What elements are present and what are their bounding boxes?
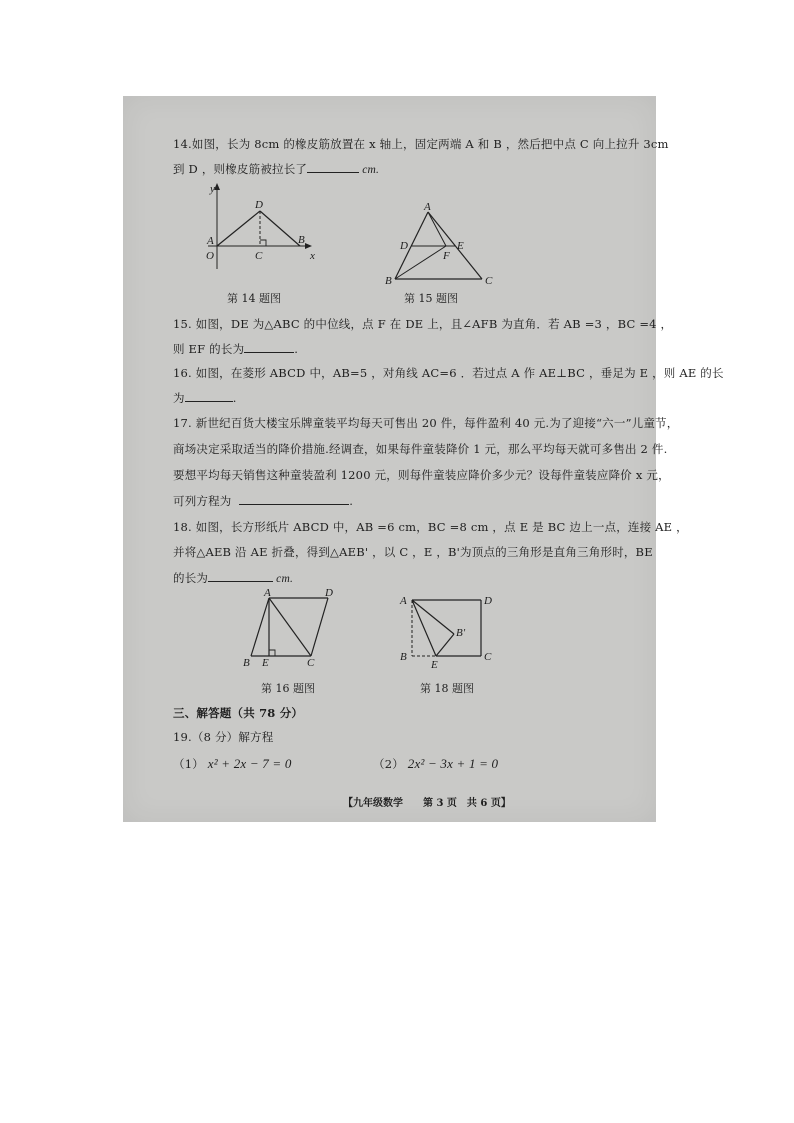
fig18-label-bprime: B′	[456, 627, 466, 639]
q16-line2-pre: 为	[173, 391, 185, 405]
figure-16	[243, 587, 353, 670]
q15-answer-blank[interactable]	[244, 341, 294, 353]
q14-line1: 14.如图，长为 8cm 的橡皮筋放置在 x 轴上，固定两端 A 和 B ，然后把中点 C 向上拉升 3cm	[173, 137, 669, 151]
fig15-label-e: E	[457, 240, 464, 252]
fig16-label-a: A	[264, 587, 271, 599]
q17-line4-post: .	[349, 494, 354, 508]
q18-line1: 18. 如图，长方形纸片 ABCD 中，AB =6 cm，BC =8 cm ，点 E 是 BC 边上一点，连接 AE ，	[173, 520, 688, 534]
fig15-label-a: A	[424, 201, 431, 213]
fig16-label-b: B	[243, 657, 250, 669]
q18-line3-post: cm.	[273, 573, 294, 585]
fig18-label-d: D	[484, 595, 492, 607]
q16-line1: 16. 如图，在菱形 ABCD 中，AB=5 ，对角线 AC=6 ．若过点 A 作 AE⊥BC ，垂足为 E ，则 AE 的长	[173, 366, 724, 380]
q14-answer-blank[interactable]	[307, 161, 359, 173]
q17-answer-blank[interactable]	[239, 493, 349, 505]
q14-line2-post: cm.	[359, 164, 380, 176]
fig14-label-y: y	[210, 183, 215, 195]
section-3-heading: 三、解答题（共 78 分）	[173, 706, 304, 720]
q18-answer-blank[interactable]	[208, 570, 273, 582]
q15-line1: 15. 如图，DE 为△ABC 的中位线，点 F 在 DE 上，且∠AFB 为直角．若 AB =3 ，BC =4 ，	[173, 317, 673, 331]
q19-title: 19.（8 分）解方程	[173, 730, 274, 744]
q19-part1-label: （1）	[173, 757, 204, 771]
fig14-label-b: B	[298, 234, 305, 246]
q19-part2	[373, 757, 498, 771]
q17-line4	[173, 493, 353, 508]
figure-15	[385, 201, 525, 289]
page-footer: 【九年级数学 第 3 页 共 6 页】	[343, 798, 511, 809]
fig14-label-o: O	[206, 250, 214, 262]
figure-18	[398, 590, 518, 670]
q19-part2-equation: 2x² − 3x + 1 = 0	[407, 756, 499, 771]
fig16-label-d: D	[325, 587, 333, 599]
q17-line3: 要想平均每天销售这种童装盈利 1200 元，则每件童装应降价多少元？设每件童装应降价 x 元，	[173, 468, 670, 482]
fig14-label-c: C	[255, 250, 263, 262]
q18-line3	[173, 570, 293, 586]
q16-answer-blank[interactable]	[185, 390, 233, 402]
q15-line2-pre: 则 EF 的长为	[173, 342, 245, 356]
fig16-label-c: C	[307, 657, 315, 669]
q14-line2	[173, 161, 379, 177]
fig14-label-d: D	[255, 199, 263, 211]
q19-part1	[173, 757, 292, 771]
q18-line2: 并将△AEB 沿 AE 折叠，得到△AEB' ，以 C ，E ，B'为顶点的三角形是直角三角形时，BE	[173, 545, 653, 559]
fig15-label-f: F	[443, 250, 450, 262]
fig15-label-c: C	[485, 275, 493, 287]
q16-line2	[173, 390, 237, 405]
fig15-label-b: B	[385, 275, 392, 287]
q15-line2-post: .	[294, 342, 299, 356]
q14-line2-pre: 到 D ，则橡皮筋被拉长了	[173, 162, 308, 176]
fig18-label-c: C	[484, 651, 492, 663]
fig16-caption: 第 16 题图	[261, 682, 315, 695]
q18-line3-pre: 的长为	[173, 571, 209, 585]
fig15-label-d: D	[400, 240, 408, 252]
fig18-label-e: E	[431, 659, 438, 671]
q16-line2-post: .	[232, 391, 237, 405]
q19-part2-label: （2）	[373, 757, 404, 771]
fig18-label-b: B	[400, 651, 407, 663]
fig18-caption: 第 18 题图	[420, 682, 474, 695]
q15-line2	[173, 341, 298, 356]
fig14-label-x: x	[310, 250, 315, 262]
q17-line2: 商场决定采取适当的降价措施.经调查，如果每件童装降价 1 元，那么平均每天就可多售出 2 件.	[173, 442, 668, 456]
fig15-caption: 第 15 题图	[404, 292, 458, 305]
exam-page	[123, 96, 724, 822]
fig14-label-a: A	[207, 235, 214, 247]
q17-line1: 17. 新世纪百货大楼宝乐牌童装平均每天可售出 20 件，每件盈利 40 元.为了迎接“六一”儿童节，	[173, 416, 679, 430]
figure-14	[198, 181, 328, 271]
fig18-label-a: A	[400, 595, 407, 607]
q19-part1-equation: x² + 2x − 7 = 0	[207, 756, 292, 771]
fig14-caption: 第 14 题图	[227, 292, 281, 305]
q17-line4-pre: 可列方程为	[173, 494, 232, 508]
fig16-label-e: E	[262, 657, 269, 669]
